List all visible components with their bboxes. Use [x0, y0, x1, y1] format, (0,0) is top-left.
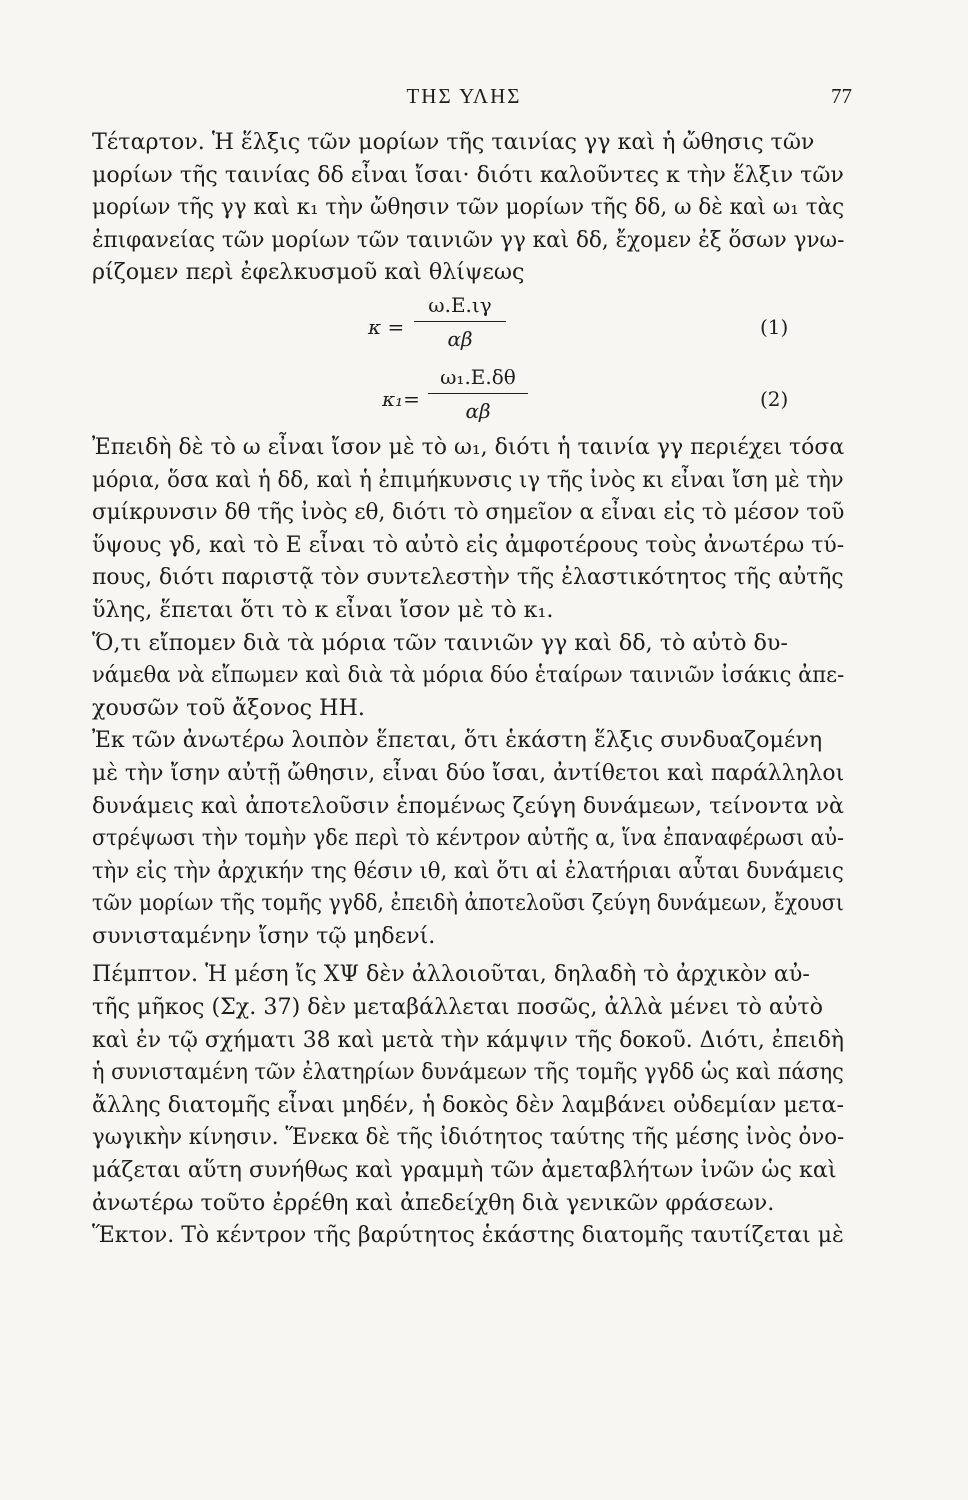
equation-1-lhs: κ =: [368, 314, 405, 339]
text-line: ἐπιφανείας τῶν μορίων τῶν ταινιῶν γγ καὶ δδ, ἔχομεν ἐξ ὅσων γνω-: [92, 226, 845, 253]
text-line: καὶ ἐν τῷ σχήματι 38 καὶ μετὰ τὴν κάμψιν τῆς δοκοῦ. Διότι, ἐπειδὴ: [92, 1026, 845, 1053]
paragraph-oti: [92, 627, 844, 725]
text-line: μόρια, ὅσα καὶ ἡ δδ, καὶ ἡ ἐπιμήκυνσις ιγ τῆς ἰνὸς κι εἶναι ἴση μὲ τὴν: [92, 466, 844, 493]
text-line: Πέμπτον. Ἡ μέση ἴς ΧΨ δὲν ἀλλοιοῦται, δηλαδὴ τὸ ἀρχικὸν αὐ-: [92, 961, 810, 988]
equation-1-fraction-bar: [414, 321, 506, 322]
text-line: ὕλης, ἕπεται ὅτι τὸ κ εἶναι ἴσον μὲ τὸ κ₁.: [92, 596, 554, 623]
text-line: Τέταρτον. Ἡ ἕλξις τῶν μορίων τῆς ταινίας γγ καὶ ἡ ὤθησις τῶν: [92, 129, 815, 155]
text-line: μάζεται αὕτη συνήθως καὶ γραμμὴ τῶν ἀμεταβλήτων ἰνῶν ὡς καὶ: [92, 1157, 837, 1184]
equation-2: [92, 361, 844, 427]
text-line: δυνάμεις καὶ ἀποτελοῦσιν ἑπομένως ζεύγη δυνάμεων, τείνοντα νὰ: [92, 792, 844, 819]
paragraph-epeidi: [92, 431, 844, 627]
text-line: μορίων τῆς ταινίας δδ εἶναι ἴσαι· διότι καλοῦντες κ τὴν ἕλξιν τῶν: [92, 161, 844, 188]
text-line: τῆς μῆκος (Σχ. 37) δὲν μεταβάλλεται ποσῶς, ἀλλὰ μένει τὸ αὐτὸ: [92, 994, 824, 1021]
text-line: τῶν μορίων τῆς τομῆς γγδδ, ἐπειδὴ ἀποτελοῦσι ζεύγη δυνάμεων, ἔχουσι: [92, 890, 844, 917]
equation-1: [92, 289, 844, 355]
page-number: 77: [831, 84, 852, 108]
text-line: Ἐπειδὴ δὲ τὸ ω εἶναι ἴσον μὲ τὸ ω₁, διότι ἡ ταινία γγ περιέχει τόσα: [92, 433, 845, 460]
paragraph-ekton: [92, 1219, 844, 1252]
text-line: μορίων τῆς γγ καὶ κ₁ τὴν ὤθησιν τῶν μορίων τῆς δδ, ω δὲ καὶ ω₁ τὰς: [92, 194, 845, 221]
text-line: νάμεθα νὰ εἴπωμεν καὶ διὰ τὰ μόρια δύο ἑταίρων ταινιῶν ἰσάκις ἀπε-: [92, 662, 845, 689]
equation-1-numerator: ω.Ε.ιγ: [428, 292, 492, 317]
equations-block: [92, 289, 844, 431]
paragraph-pempton: [92, 958, 844, 1219]
equation-2-lhs: κ₁=: [382, 386, 420, 411]
text-line: ἡ συνισταμένη τῶν ἐλατηρίων δυνάμεων τῆς τομῆς γγδδ ὡς καὶ πάσης: [92, 1059, 844, 1086]
text-line: πους, διότι παριστᾷ τὸν συντελεστὴν τῆς ἐλαστικότητος τῆς αὐτῆς: [92, 564, 844, 591]
equation-2-fraction-bar: [428, 393, 528, 394]
equation-1-number: (1): [760, 314, 789, 339]
paragraph-tetarton: [92, 126, 844, 289]
page-header: [80, 84, 852, 124]
text-line: Ἕκτον. Τὸ κέντρον τῆς βαρύτητος ἑκάστης διατομῆς ταυτίζεται μὲ: [92, 1222, 844, 1249]
text-line: στρέψωσι τὴν τομὴν γδε περὶ τὸ κέντρον αὐτῆς α, ἵνα ἐπαναφέρωσι αὐ-: [92, 825, 844, 852]
equation-1-denominator: αβ: [447, 326, 473, 351]
equation-2-numerator: ω₁.Ε.δθ: [440, 364, 516, 389]
text-line: Ἐκ τῶν ἀνωτέρω λοιπὸν ἕπεται, ὅτι ἑκάστη ἕλξις συνδυαζομένη: [92, 727, 823, 754]
text-line: ὕψους γδ, καὶ τὸ Ε εἶναι τὸ αὐτὸ εἰς ἀμφοτέρους τοὺς ἀνωτέρω τύ-: [92, 531, 845, 558]
text-line: Ὅ,τι εἴπομεν διὰ τὰ μόρια τῶν ταινιῶν γγ καὶ δδ, τὸ αὐτὸ δυ-: [92, 629, 788, 656]
equation-2-number: (2): [760, 386, 789, 411]
text-line: ρίζομεν περὶ ἐφελκυσμοῦ καὶ θλίψεως: [92, 259, 525, 286]
text-line: γωγικὴν κίνησιν. Ἕνεκα δὲ τῆς ἰδιότητος ταύτης τῆς μέσης ἰνὸς ὀνο-: [92, 1124, 845, 1151]
paragraph-ek-ton: [92, 724, 844, 952]
text-line: ἀνωτέρω τοῦτο ἐρρέθη καὶ ἀπεδείχθη διὰ γενικῶν φράσεων.: [92, 1189, 775, 1216]
text-line: χουσῶν τοῦ ἄξονος ΗΗ.: [92, 694, 365, 721]
running-head: ΤΗΣ ΥΛΗΣ: [406, 84, 522, 108]
text-line: ἄλλης διατομῆς εἶναι μηδέν, ἡ δοκὸς δὲν λαμβάνει οὐδεμίαν μετα-: [92, 1091, 844, 1118]
equation-2-denominator: αβ: [465, 398, 491, 423]
text-line: τὴν εἰς τὴν ἀρχικήν της θέσιν ιθ, καὶ ὅτι αἱ ἐλατήριαι αὗται δυνάμεις: [92, 857, 844, 884]
text-line: μὲ τὴν ἴσην αὐτῇ ὤθησιν, εἶναι δύο ἴσαι, ἀντίθετοι καὶ παράλληλοι: [92, 759, 845, 786]
text-line: σμίκρυνσιν δθ τῆς ἰνὸς εθ, διότι τὸ σημεῖον α εἶναι εἰς τὸ μέσον τοῦ: [92, 499, 845, 526]
text-line: συνισταμένην ἴσην τῷ μηδενί.: [92, 922, 436, 949]
page-body: [92, 126, 844, 1252]
